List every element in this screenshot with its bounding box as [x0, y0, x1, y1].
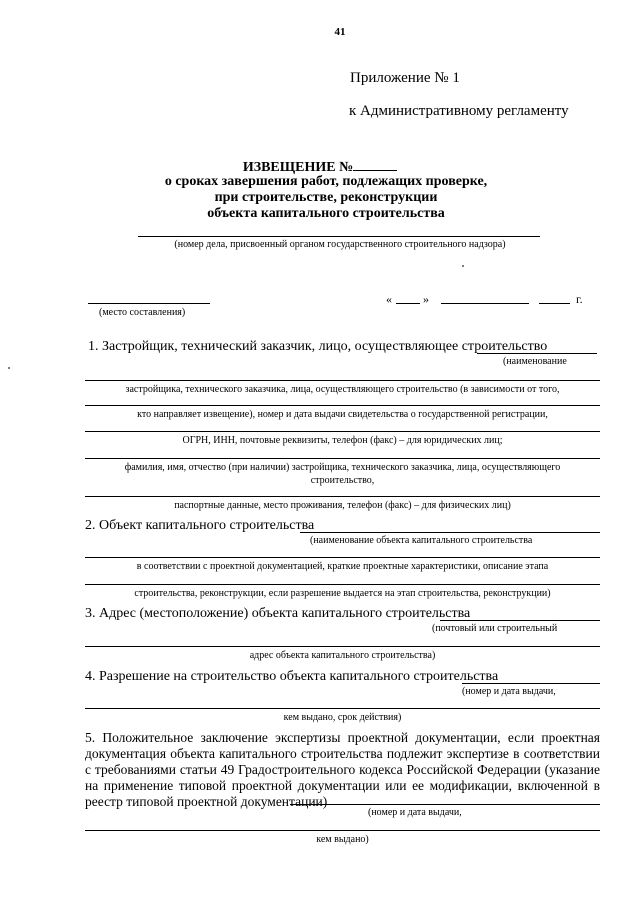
- case-number-caption: (номер дела, присвоенный органом государственного строительного надзора): [174, 239, 506, 250]
- place-field[interactable]: [88, 303, 210, 304]
- section1-caption-6: строительство,: [310, 475, 375, 486]
- section1-field-1[interactable]: [477, 353, 597, 354]
- notice-subtitle-line3: объекта капитального строительства: [207, 206, 445, 221]
- section4-label: 4. Разрешение на строительство объекта капитального строительства: [85, 669, 499, 684]
- date-close-quote: »: [423, 292, 429, 306]
- section1-field-6[interactable]: [85, 496, 600, 497]
- section2-label: 2. Объект капитального строительства: [85, 518, 315, 533]
- date-day-field[interactable]: [396, 303, 420, 304]
- scan-speck: [462, 265, 464, 267]
- section1-caption-4: ОГРН, ИНН, почтовые реквизиты, телефон (факс) – для юридических лиц;: [182, 435, 503, 446]
- section1-field-2[interactable]: [85, 380, 600, 381]
- section2-caption-3: строительства, реконструкции, если разрешение выдается на этап строительства, реконструкции): [134, 588, 551, 599]
- section2-caption-2: в соответствии с проектной документацией, краткие проектные характеристики, описание этапа: [136, 561, 549, 572]
- section1-label: 1. Застройщик, технический заказчик, лицо, осуществляющее строительство: [88, 339, 548, 354]
- section1-caption-7: паспортные данные, место проживания, телефон (факс) – для физических лиц): [174, 500, 511, 511]
- section5-caption-2: кем выдано): [316, 834, 369, 845]
- section4-caption-2: кем выдано, срок действия): [283, 712, 402, 723]
- section5-field-2[interactable]: [85, 830, 600, 831]
- section1-caption-5: фамилия, имя, отчество (при наличии) застройщика, технического заказчика, лица, осуществляющего: [124, 462, 561, 473]
- notice-title-text: ИЗВЕЩЕНИЕ №: [242, 160, 354, 175]
- section1-caption-2: застройщика, технического заказчика, лица, осуществляющего строительство (в зависимости от того,: [125, 384, 560, 395]
- case-number-field[interactable]: [138, 236, 540, 237]
- page-number: 41: [334, 26, 346, 38]
- section1-field-5[interactable]: [85, 458, 600, 459]
- place-caption: (место составления): [99, 307, 186, 318]
- date-open-quote: «: [386, 292, 392, 306]
- section5-text: 5. Положительное заключение экспертизы проектной документации, если проектная документация объекта капитального строительства подлежит экспертизе в соответствии с требованиями статьи 49 Градостроительного кодекса Российской Федерации (указание на применение типовой проектной документации или ее модификации, включенной в реестр типовой проектной документации): [85, 730, 600, 809]
- section4-caption-1: (номер и дата выдачи,: [462, 686, 556, 697]
- section4-field-1[interactable]: [462, 683, 600, 684]
- section4-field-2[interactable]: [85, 708, 600, 709]
- section1-field-4[interactable]: [85, 431, 600, 432]
- date-year-field[interactable]: [539, 303, 570, 304]
- notice-subtitle-line1: о сроках завершения работ, подлежащих проверке,: [164, 174, 488, 189]
- date-year-suffix: г.: [576, 292, 583, 306]
- section1-caption-1: (наименование: [503, 356, 567, 367]
- section3-caption-1: (почтовый или строительный: [432, 623, 558, 634]
- notice-subtitle-line2: при строительстве, реконструкции: [214, 190, 438, 205]
- appendix-label: Приложение № 1: [350, 70, 460, 86]
- section1-field-3[interactable]: [85, 405, 600, 406]
- scan-speck: [8, 367, 10, 369]
- section2-field-1[interactable]: [300, 532, 600, 533]
- appendix-regulation: к Административному регламенту: [349, 103, 569, 119]
- section3-caption-2: адрес объекта капитального строительства): [249, 650, 436, 661]
- section1-caption-3: кто направляет извещение), номер и дата выдачи свидетельства о государственной регистрации,: [137, 409, 548, 420]
- section5-field-1[interactable]: [290, 804, 600, 805]
- section5-caption-1: (номер и дата выдачи,: [368, 807, 462, 818]
- section2-field-2[interactable]: [85, 557, 600, 558]
- notice-number-field[interactable]: [353, 158, 397, 171]
- section3-field-2[interactable]: [85, 646, 600, 647]
- section3-label: 3. Адрес (местоположение) объекта капитального строительства: [85, 606, 471, 621]
- section2-caption-1: (наименование объекта капитального строительства: [310, 535, 533, 546]
- section2-field-3[interactable]: [85, 584, 600, 585]
- date-month-field[interactable]: [441, 303, 529, 304]
- section3-field-1[interactable]: [440, 620, 600, 621]
- notice-subtitle: [0, 174, 640, 222]
